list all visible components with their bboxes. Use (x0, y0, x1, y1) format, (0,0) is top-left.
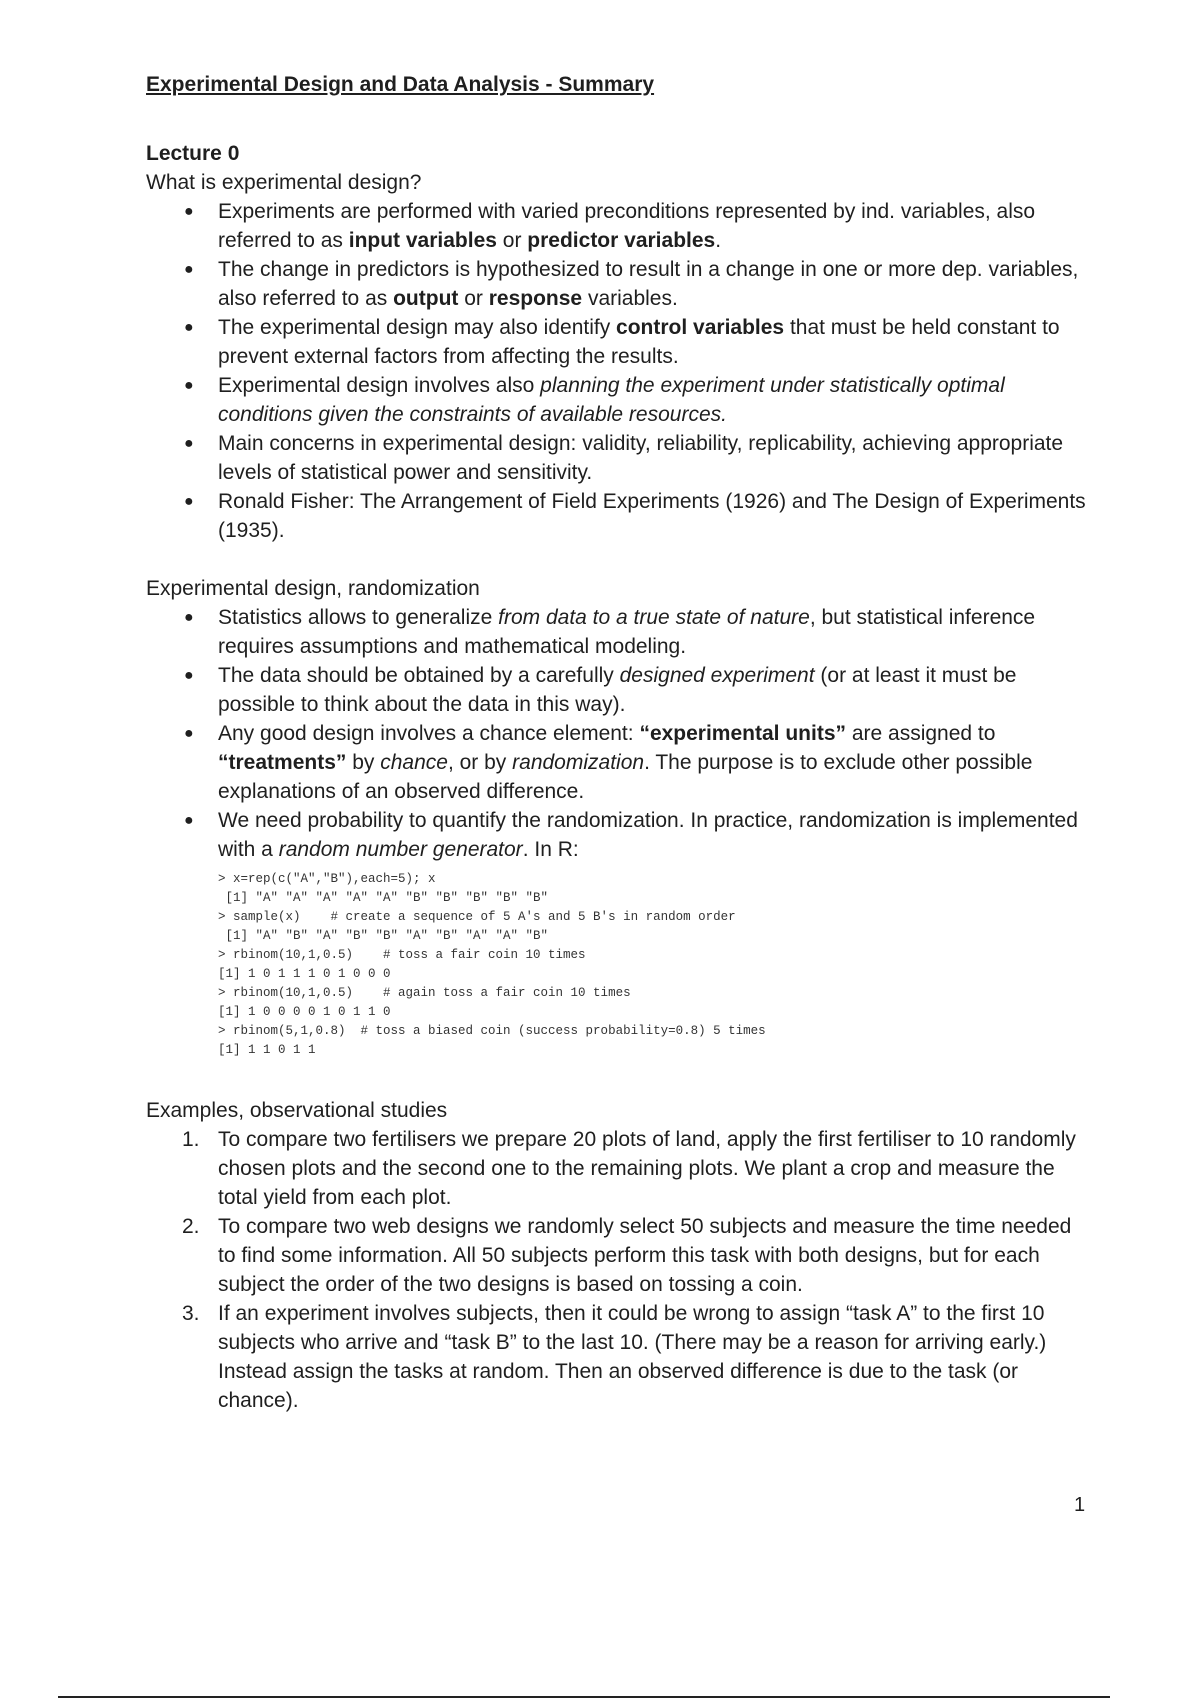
bullet-text-run: The change in predictors is hypothesized to result in a change in one or more dep. variables, also referred to as (218, 258, 1079, 310)
bullet-text-run: variables. (582, 287, 678, 310)
example-number: 2. (182, 1215, 200, 1238)
bullet-text-run: “experimental units” (639, 722, 846, 745)
bullet-text-run: Experimental design involves also (218, 374, 541, 397)
document-page (146, 70, 1086, 1444)
page-number: 1 (1074, 1494, 1086, 1516)
bullet-item (146, 487, 1086, 545)
bullet-text-run: input variables (348, 229, 497, 252)
bullet-text-run: (or at least it must be possible to think about the data in this way). (218, 664, 1017, 716)
bullet-text-run: predictor variables (527, 229, 716, 252)
example-text: To compare two web designs we randomly select 50 subjects and measure the time needed to find some information. All 50 subjects perform this task with both designs, but for each subject the order of the two designs is based on tossing a coin. (218, 1215, 1072, 1296)
bullet-dot-icon: ● (184, 609, 194, 626)
code-line: [1] 1 0 1 1 1 0 1 0 0 0 (218, 967, 391, 981)
example-text: To compare two fertilisers we prepare 20 plots of land, apply the first fertiliser to 10 randomly chosen plots and the second one to the remaining plots. We plant a crop and measure the total yield from each plot. (218, 1128, 1076, 1209)
bullet-text-run: chance (380, 751, 448, 774)
randomization-bullet-list (146, 603, 1086, 864)
bullet-item (146, 661, 1086, 719)
bullet-text-run: randomization (512, 751, 645, 774)
bullet-item (146, 313, 1086, 371)
bullet-text-run: Experiments are performed with varied preconditions represented by ind. variables, also referred to as (218, 200, 1036, 252)
bullet-dot-icon: ● (184, 261, 194, 278)
bullet-dot-icon: ● (184, 435, 194, 452)
bullet-item (146, 603, 1086, 661)
bullet-text-run: “treatments” (218, 751, 347, 774)
bullet-item (146, 429, 1086, 487)
bullet-text-run: planning the experiment under statistically optimal conditions given the constraints of available resources. (218, 374, 1005, 426)
bullet-text-run: or (458, 287, 489, 310)
code-line: [1] "A" "B" "A" "B" "B" "A" "B" "A" "A" "B" (218, 929, 549, 943)
bullet-text-run: from data to a true state of nature (498, 606, 810, 629)
bullet-text-run: . The purpose is to exclude other possible explanations of an observed difference. (218, 751, 1033, 803)
bullet-text-run: that must be held constant to prevent external factors from affecting the results. (218, 316, 1060, 368)
bullet-text-run: designed experiment (619, 664, 815, 687)
bullet-item (146, 255, 1086, 313)
examples-section (146, 1096, 1086, 1415)
examples-heading: Examples, observational studies (146, 1099, 448, 1122)
bullet-text-run: Ronald Fisher: The Arrangement of Field Experiments (1926) and The Design of Experiments (1935). (218, 490, 1086, 542)
bullet-text-run: We need probability to quantify the randomization. In practice, randomization is implemented with a (218, 809, 1078, 861)
lecture0-bullet-list (146, 197, 1086, 545)
document-title: Experimental Design and Data Analysis - Summary (146, 73, 655, 96)
bullet-text-run: are assigned to (846, 722, 996, 745)
bullet-dot-icon: ● (184, 725, 194, 742)
bullet-item (146, 719, 1086, 806)
bullet-item (146, 371, 1086, 429)
randomization-section (146, 574, 1086, 1060)
example-number: 1. (182, 1128, 200, 1151)
code-line: [1] "A" "A" "A" "A" "A" "B" "B" "B" "B" "B" (218, 891, 549, 905)
example-item (146, 1212, 1086, 1299)
bullet-text-run: Main concerns in experimental design: validity, reliability, replicability, achieving appropriate levels of statistical power and sensitivity. (218, 432, 1064, 484)
bullet-text-run: Statistics allows to generalize (218, 606, 499, 629)
example-number: 3. (182, 1302, 200, 1325)
code-line: [1] 1 1 0 1 1 (218, 1043, 316, 1057)
bullet-text-run: random number generator (278, 838, 523, 861)
bullet-item (146, 806, 1086, 864)
bullet-dot-icon: ● (184, 493, 194, 510)
randomization-heading: Experimental design, randomization (146, 577, 480, 600)
lecture0-subheading: What is experimental design? (146, 171, 422, 194)
example-text: If an experiment involves subjects, then it could be wrong to assign “task A” to the first 10 subjects who arrive and “task B” to the last 10. (There may be a reason for arriving early.) Instead assign the tasks at random. Then an observed difference is due to the task (or chance). (218, 1302, 1047, 1412)
page-divider (58, 1696, 1110, 1698)
bullet-text-run: control variables (616, 316, 785, 339)
code-line: > x=rep(c("A","B"),each=5); x (218, 872, 436, 886)
bullet-text-run: Any good design involves a chance element: (218, 722, 640, 745)
bullet-text-run: output (393, 287, 459, 310)
bullet-text-run: . (715, 229, 722, 252)
code-line: > sample(x) # create a sequence of 5 A's and 5 B's in random order (218, 910, 736, 924)
bullet-text-run: or (496, 229, 528, 252)
bullet-dot-icon: ● (184, 377, 194, 394)
example-item (146, 1125, 1086, 1212)
example-item (146, 1299, 1086, 1415)
code-line: > rbinom(10,1,0.5) # again toss a fair coin 10 times (218, 986, 631, 1000)
bullet-text-run: The data should be obtained by a carefully (218, 664, 620, 687)
lecture0-section (146, 139, 1086, 545)
code-line: [1] 1 0 0 0 0 1 0 1 1 0 (218, 1005, 391, 1019)
code-line: > rbinom(10,1,0.5) # toss a fair coin 10 times (218, 948, 586, 962)
code-line: > rbinom(5,1,0.8) # toss a biased coin (success probability=0.8) 5 times (218, 1024, 766, 1038)
examples-numbered-list (146, 1125, 1086, 1415)
bullet-item (146, 197, 1086, 255)
bullet-dot-icon: ● (184, 667, 194, 684)
bullet-text-run: . In R: (522, 838, 579, 861)
bullet-text-run: response (488, 287, 583, 310)
bullet-text-run: , or by (447, 751, 513, 774)
bullet-dot-icon: ● (184, 203, 194, 220)
bullet-text-run: , but statistical inference requires assumptions and mathematical modeling. (218, 606, 1036, 658)
bullet-dot-icon: ● (184, 319, 194, 336)
r-code-block (218, 870, 1086, 1060)
lecture0-heading: Lecture 0 (146, 142, 240, 165)
bullet-dot-icon: ● (184, 812, 194, 829)
bullet-text-run: by (346, 751, 381, 774)
bullet-text-run: The experimental design may also identify (218, 316, 617, 339)
